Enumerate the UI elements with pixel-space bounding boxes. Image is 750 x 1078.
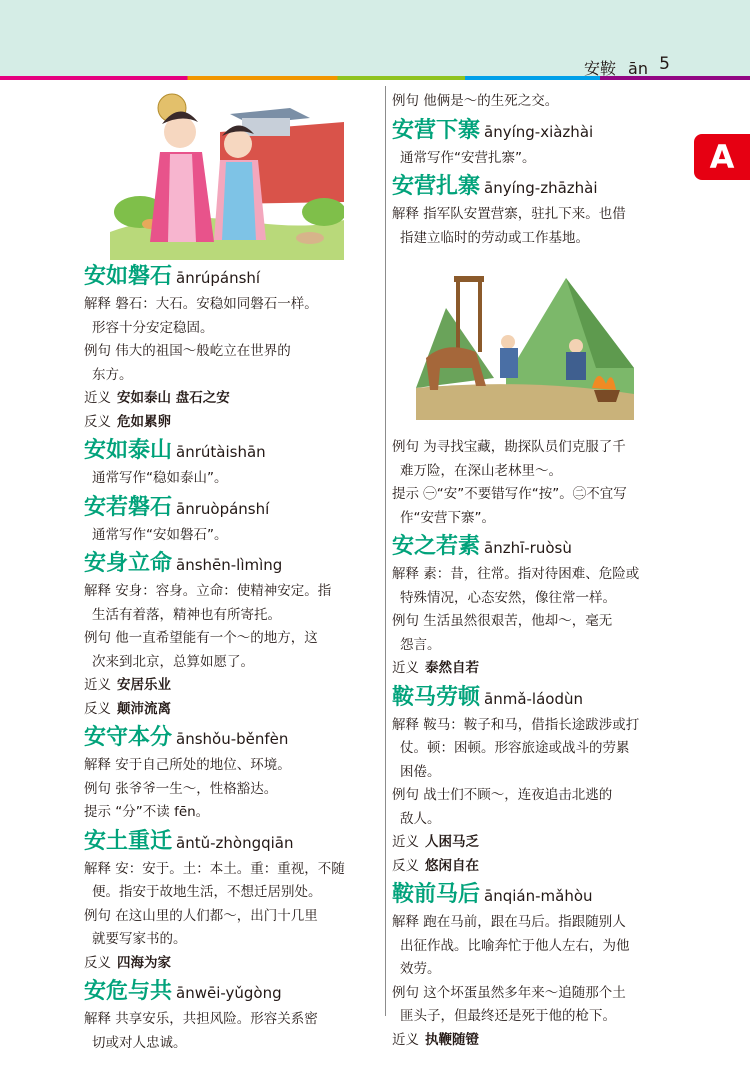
ladies-illustration-icon xyxy=(110,92,344,260)
definition-line: 通常写作“稳如泰山”。 xyxy=(92,470,228,486)
entry-anyingxiazhai xyxy=(392,116,692,171)
headword-text: 安之若素 xyxy=(392,533,481,559)
definition-line: 切或对人忠诚。 xyxy=(92,1034,187,1051)
entry-anyingzhazhai xyxy=(392,172,692,530)
antonym-words: 四海为家 xyxy=(117,954,171,971)
antonym-label: 反义 xyxy=(392,857,419,874)
entry-headword xyxy=(84,977,384,1008)
example-line: 匪头子，但最终还是死于他的枪下。 xyxy=(400,1008,616,1024)
definition-line: 解释 安于自己所处的地位、环境。 xyxy=(84,757,291,773)
synonym-line xyxy=(392,1029,692,1053)
headword-text: 安危与共 xyxy=(84,978,173,1004)
synonym-label: 近义 xyxy=(392,834,419,850)
synonym-words: 安居乐业 xyxy=(117,677,171,693)
example-line: 就要写家书的。 xyxy=(92,931,187,947)
entry-headword xyxy=(84,827,384,858)
headword-text: 安身立命 xyxy=(84,550,173,576)
synonym-line xyxy=(392,657,692,681)
entry-anshenliming xyxy=(84,549,384,721)
synonym-label: 近义 xyxy=(392,1031,419,1048)
antonym-line xyxy=(84,411,384,435)
headword-pinyin: ānrútàishān xyxy=(176,443,266,461)
page-number: 5 xyxy=(659,54,670,74)
antonym-label: 反义 xyxy=(84,954,111,971)
headword-text: 鞍马劳顿 xyxy=(392,683,481,710)
entry-anzhiruosu xyxy=(392,532,692,681)
headword-pinyin: ānshēn-lìmìng xyxy=(176,556,283,574)
definition-line: 便。指安于故地生活，不想迁居别处。 xyxy=(92,884,322,900)
example-line: 例句 他俩是～的生死之交。 xyxy=(392,93,559,109)
entry-anruopanshi xyxy=(84,493,384,548)
antonym-words: 颠沛流离 xyxy=(117,700,171,717)
entry-antuzhongqian xyxy=(84,827,384,976)
definition-line: 指建立临时的劳动或工作基地。 xyxy=(400,229,589,246)
headword-pinyin: ānmǎ-láodùn xyxy=(484,689,584,708)
definition-line: 通常写作“安如磐石”。 xyxy=(92,526,228,543)
entry-headword xyxy=(84,262,384,293)
running-head-chars: 安鞍 xyxy=(584,59,617,78)
entry-headword xyxy=(84,723,384,754)
antonym-label: 反义 xyxy=(84,700,111,717)
definition-line: 困倦。 xyxy=(400,763,441,780)
antonym-line xyxy=(84,698,384,722)
antonym-words: 危如累卵 xyxy=(117,413,171,430)
synonym-label: 近义 xyxy=(84,677,111,693)
entry-anweiyugong xyxy=(84,977,384,1055)
headword-pinyin: ānyíng-xiàzhài xyxy=(484,122,594,141)
headword-text: 安若磐石 xyxy=(84,493,173,520)
synonym-words: 执鞭随镫 xyxy=(425,1031,479,1048)
headword-text: 安如泰山 xyxy=(84,437,173,463)
definition-line: 解释 鞍马：鞍子和马，借指长途跋涉或打 xyxy=(392,716,640,733)
headword-pinyin: ānrúpánshí xyxy=(176,269,261,287)
example-line: 例句 为寻找宝藏，勘探队员们克服了千 xyxy=(392,439,626,455)
antonym-label: 反义 xyxy=(84,413,111,430)
entry-headword xyxy=(84,493,384,524)
example-line: 次来到北京，总算如愿了。 xyxy=(92,653,254,670)
headword-text: 安如磐石 xyxy=(84,263,173,289)
letter-tab[interactable]: A xyxy=(694,134,750,180)
definition-line: 仗。顿：困顿。形容旅途或战斗的劳累 xyxy=(400,740,630,756)
example-line: 例句 张爷爷一生～，性格豁达。 xyxy=(84,780,278,797)
definition-line: 解释 磐石：大石。安稳如同磐石一样。 xyxy=(84,296,318,312)
synonym-words: 人困马乏 xyxy=(425,834,479,850)
definition-line: 解释 安：安于。土：本土。重：重视，不随 xyxy=(84,860,345,877)
synonym-line xyxy=(84,387,384,411)
entry-anrupanshi xyxy=(84,262,384,434)
entry-anmalaodun xyxy=(392,683,692,879)
definition-line: 解释 素：昔，往常。指对待困难、危险或 xyxy=(392,566,640,582)
running-head xyxy=(584,56,648,79)
example-line: 例句 他一直希望能有一个～的地方，这 xyxy=(84,630,318,646)
headword-pinyin: ānzhī-ruòsù xyxy=(484,539,572,557)
column-divider xyxy=(385,86,386,1016)
headword-pinyin: ānshǒu-běnfèn xyxy=(176,730,289,748)
synonym-words: 安如泰山 盘石之安 xyxy=(117,390,230,406)
definition-line: 通常写作“安营扎寨”。 xyxy=(400,149,536,166)
example-line: 例句 伟大的祖国～般屹立在世界的 xyxy=(84,343,291,359)
headword-text: 鞍前马后 xyxy=(392,881,481,907)
headword-text: 安守本分 xyxy=(84,724,173,750)
antonym-words: 悠闲自在 xyxy=(425,857,479,874)
synonym-label: 近义 xyxy=(392,660,419,676)
synonym-line xyxy=(84,674,384,698)
running-head-pinyin: ān xyxy=(628,59,648,78)
entry-headword xyxy=(392,532,692,563)
illustration-army-camp xyxy=(416,268,634,420)
definition-line: 出征作战。比喻奔忙于他人左右，为他 xyxy=(400,937,630,954)
entry-headword xyxy=(392,880,692,911)
headword-pinyin: āntǔ-zhòngqiān xyxy=(176,833,294,852)
camp-illustration-icon xyxy=(416,268,634,420)
definition-line: 特殊情况，心态安然，像往常一样。 xyxy=(400,589,616,606)
hint-line: 提示 “分”不读 fēn。 xyxy=(84,804,210,820)
example-line: 例句 生活虽然很艰苦，他却～，毫无 xyxy=(392,613,613,629)
headword-text: 安营下寨 xyxy=(392,116,481,143)
example-line: 例句 在这山里的人们都～，出门十几里 xyxy=(84,907,318,924)
headword-pinyin: ānqián-mǎhòu xyxy=(484,887,593,905)
definition-line: 解释 跑在马前，跟在马后。指跟随别人 xyxy=(392,914,626,930)
definition-line: 效劳。 xyxy=(400,961,441,977)
definition-line: 解释 指军队安置营寨，驻扎下来。也借 xyxy=(392,206,626,222)
example-line: 敌人。 xyxy=(400,810,441,827)
hint-line: 作“安营下寨”。 xyxy=(400,509,495,526)
headword-pinyin: ānruòpánshí xyxy=(176,499,270,518)
example-line: 东方。 xyxy=(92,366,133,383)
definition-line: 解释 安身：容身。立命：使精神安定。指 xyxy=(84,583,332,599)
entry-headword xyxy=(84,436,384,467)
headword-pinyin: ānwēi-yǔgòng xyxy=(176,984,282,1002)
definition-line: 解释 共享安乐，共担风险。形容关系密 xyxy=(84,1011,318,1027)
entry-anqianmahou xyxy=(392,880,692,1052)
entry-headword xyxy=(392,683,692,714)
headword-pinyin: ānyíng-zhāzhài xyxy=(484,179,598,197)
right-column xyxy=(392,90,692,1052)
headword-text: 安土重迁 xyxy=(84,827,173,854)
antonym-line xyxy=(392,855,692,879)
headword-text: 安营扎寨 xyxy=(392,173,481,199)
definition-line: 形容十分安定稳固。 xyxy=(92,319,214,336)
synonym-label: 近义 xyxy=(84,390,111,406)
definition-line: 生活有着落，精神也有所寄托。 xyxy=(92,606,281,623)
entry-headword xyxy=(392,116,692,147)
illustration-two-ladies xyxy=(110,92,344,260)
example-line: 例句 这个坏蛋虽然多年来～追随那个土 xyxy=(392,984,626,1001)
example-line: 例句 战士们不顾～，连夜追击北逃的 xyxy=(392,787,613,803)
example-line: 怨言。 xyxy=(400,636,441,653)
example-line: 难万险，在深山老林里～。 xyxy=(400,462,562,479)
entry-headword xyxy=(392,172,692,203)
synonym-line xyxy=(392,831,692,855)
hint-line: 提示 ㊀“安”不要错写作“按”。㊁不宜写 xyxy=(392,486,627,502)
entry-anshoubenfen xyxy=(84,723,384,825)
synonym-words: 泰然自若 xyxy=(425,660,479,676)
left-column xyxy=(84,92,384,1055)
entry-anrutaishan xyxy=(84,436,384,491)
antonym-line xyxy=(84,952,384,976)
entry-headword xyxy=(84,549,384,580)
